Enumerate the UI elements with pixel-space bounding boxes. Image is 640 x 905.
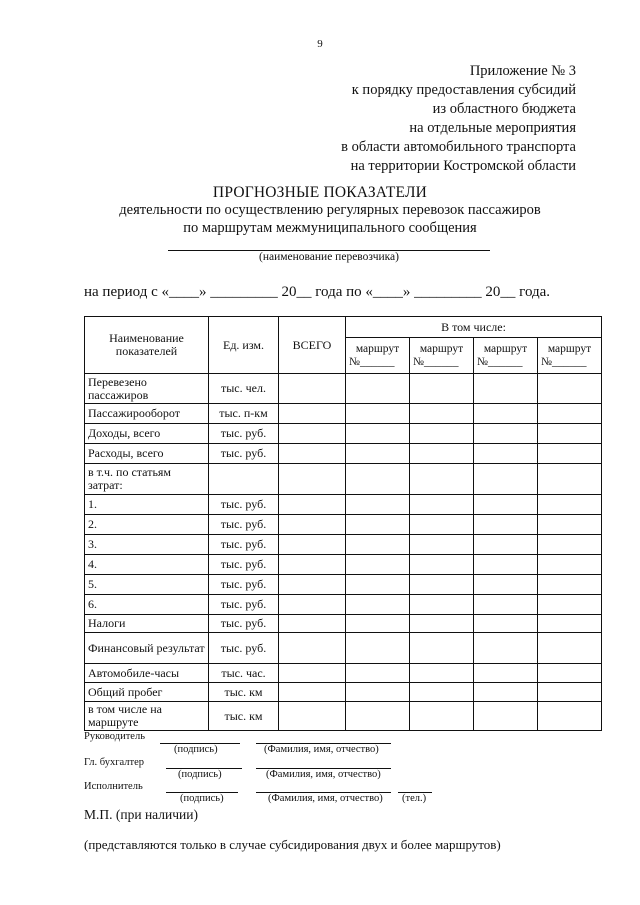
cell-route[interactable] <box>538 444 602 464</box>
table-row <box>85 664 602 683</box>
cell-route[interactable] <box>410 464 474 495</box>
carrier-name-caption: (наименование перевозчика) <box>258 251 399 263</box>
cell-route[interactable] <box>474 664 538 683</box>
header-route <box>474 338 538 374</box>
row-name: Доходы, всего <box>85 424 209 444</box>
cell-route[interactable] <box>474 464 538 495</box>
cell-total[interactable] <box>279 374 346 404</box>
table-row <box>85 683 602 702</box>
cell-route[interactable] <box>538 575 602 595</box>
table-header-row <box>85 317 602 338</box>
cell-total[interactable] <box>279 444 346 464</box>
header-route <box>538 338 602 374</box>
row-name: 1. <box>85 495 209 515</box>
appendix-line: из областного бюджета <box>432 101 576 117</box>
cell-route[interactable] <box>346 664 410 683</box>
appendix-line: к порядку предоставления субсидий <box>351 82 576 98</box>
row-unit: тыс. руб. <box>209 615 279 633</box>
cell-route[interactable] <box>538 683 602 702</box>
header-indicator: Наименование показателей <box>85 317 209 374</box>
cell-route[interactable] <box>538 424 602 444</box>
row-name: Налоги <box>85 615 209 633</box>
document-title: ПРОГНОЗНЫЕ ПОКАЗАТЕЛИ <box>212 184 428 201</box>
executor-phone-caption: (тел.) <box>402 793 427 804</box>
cell-route[interactable] <box>410 424 474 444</box>
route-number: №______ <box>413 355 459 368</box>
cell-route[interactable] <box>538 702 602 731</box>
row-name: 6. <box>85 595 209 615</box>
header-unit: Ед. изм. <box>209 317 279 374</box>
row-unit: тыс. руб. <box>209 633 279 664</box>
accountant-signature-caption: (подпись) <box>178 769 222 780</box>
cell-route[interactable] <box>474 404 538 424</box>
cell-total[interactable] <box>279 615 346 633</box>
footnote: (представляются только в случае субсидирования двух и более маршрутов) <box>84 837 501 852</box>
cell-route[interactable] <box>410 595 474 615</box>
cell-route[interactable] <box>538 633 602 664</box>
cell-route[interactable] <box>538 595 602 615</box>
cell-route[interactable] <box>474 575 538 595</box>
row-unit: тыс. км <box>209 683 279 702</box>
cell-route[interactable] <box>346 575 410 595</box>
appendix-line: на отдельные мероприятия <box>409 120 576 136</box>
row-unit: тыс. руб. <box>209 515 279 535</box>
route-number: №______ <box>477 355 523 368</box>
cell-route[interactable] <box>474 702 538 731</box>
header-including: В том числе: <box>346 317 602 338</box>
indicators-table <box>84 316 602 731</box>
cell-route[interactable] <box>538 555 602 575</box>
cell-route[interactable] <box>410 664 474 683</box>
table-row <box>85 615 602 633</box>
row-name: Пассажирооборот <box>85 404 209 424</box>
table-row <box>85 464 602 495</box>
cell-total[interactable] <box>279 702 346 731</box>
document-subtitle <box>0 201 640 237</box>
cell-total[interactable] <box>279 664 346 683</box>
cell-route[interactable] <box>346 702 410 731</box>
row-name: 5. <box>85 575 209 595</box>
cell-route[interactable] <box>346 535 410 555</box>
cell-route[interactable] <box>474 615 538 633</box>
head-signature-caption: (подпись) <box>174 744 218 755</box>
row-unit: тыс. руб. <box>209 495 279 515</box>
cell-total[interactable] <box>279 595 346 615</box>
cell-route[interactable] <box>346 404 410 424</box>
row-unit: тыс. км <box>209 702 279 731</box>
table-row <box>85 374 602 404</box>
appendix-block <box>300 62 576 176</box>
table-row <box>85 702 602 731</box>
cell-route[interactable] <box>538 495 602 515</box>
cell-route[interactable] <box>410 495 474 515</box>
route-number: №______ <box>349 355 395 368</box>
subtitle-line: по маршрутам межмуниципального сообщения <box>183 220 477 236</box>
row-unit: тыс. п-км <box>209 404 279 424</box>
table-row <box>85 535 602 555</box>
route-label: маршрут <box>419 342 464 355</box>
row-name: 4. <box>85 555 209 575</box>
row-name: Общий пробег <box>85 683 209 702</box>
cell-route[interactable] <box>346 374 410 404</box>
cell-route[interactable] <box>538 615 602 633</box>
cell-route[interactable] <box>474 595 538 615</box>
table-row <box>85 555 602 575</box>
cell-route[interactable] <box>474 683 538 702</box>
table-row <box>85 633 602 664</box>
route-number: №______ <box>541 355 587 368</box>
accountant-name-caption: (Фамилия, имя, отчество) <box>266 769 381 780</box>
executor-name-caption: (Фамилия, имя, отчество) <box>268 793 383 804</box>
appendix-line: на территории Костромской области <box>350 158 576 174</box>
header-total: ВСЕГО <box>279 317 346 374</box>
cell-total[interactable] <box>279 555 346 575</box>
cell-route[interactable] <box>410 404 474 424</box>
cell-total[interactable] <box>279 495 346 515</box>
cell-route[interactable] <box>410 615 474 633</box>
head-label: Руководитель <box>84 731 145 742</box>
cell-route[interactable] <box>538 374 602 404</box>
table-row <box>85 575 602 595</box>
page-number: 9 <box>317 38 323 50</box>
executor-signature-caption: (подпись) <box>180 793 224 804</box>
table-row <box>85 515 602 535</box>
cell-route[interactable] <box>410 374 474 404</box>
table-row <box>85 424 602 444</box>
row-name: Автомобиле-часы <box>85 664 209 683</box>
route-label: маршрут <box>355 342 400 355</box>
route-label: маршрут <box>547 342 592 355</box>
subtitle-line: деятельности по осуществлению регулярных перевозок пассажиров <box>119 202 541 218</box>
row-unit: тыс. руб. <box>209 595 279 615</box>
cell-route[interactable] <box>410 683 474 702</box>
row-unit: тыс. руб. <box>209 444 279 464</box>
cell-route[interactable] <box>410 535 474 555</box>
row-name: в т.ч. по статьям затрат: <box>85 464 209 495</box>
cell-route[interactable] <box>410 515 474 535</box>
cell-total[interactable] <box>279 515 346 535</box>
cell-route[interactable] <box>474 555 538 575</box>
row-unit: тыс. час. <box>209 664 279 683</box>
header-route <box>346 338 410 374</box>
cell-route[interactable] <box>346 515 410 535</box>
row-name: 3. <box>85 535 209 555</box>
cell-route[interactable] <box>346 555 410 575</box>
row-unit: тыс. руб. <box>209 555 279 575</box>
head-name-caption: (Фамилия, имя, отчество) <box>264 744 379 755</box>
cell-route[interactable] <box>346 464 410 495</box>
cell-route[interactable] <box>410 575 474 595</box>
table-row <box>85 595 602 615</box>
cell-total[interactable] <box>279 535 346 555</box>
stamp-place: М.П. (при наличии) <box>84 807 198 822</box>
cell-route[interactable] <box>474 374 538 404</box>
cell-route[interactable] <box>346 633 410 664</box>
cell-total[interactable] <box>279 633 346 664</box>
header-route <box>410 338 474 374</box>
route-label: маршрут <box>483 342 528 355</box>
row-name: в том числе на маршруте <box>85 702 209 731</box>
row-name: 2. <box>85 515 209 535</box>
row-name: Расходы, всего <box>85 444 209 464</box>
cell-route[interactable] <box>346 595 410 615</box>
cell-route[interactable] <box>410 702 474 731</box>
cell-total[interactable] <box>279 575 346 595</box>
cell-route[interactable] <box>346 444 410 464</box>
appendix-line: Приложение № 3 <box>469 63 576 79</box>
cell-route[interactable] <box>346 495 410 515</box>
executor-label: Исполнитель <box>84 781 143 792</box>
cell-route[interactable] <box>474 444 538 464</box>
cell-route[interactable] <box>346 683 410 702</box>
cell-total[interactable] <box>279 424 346 444</box>
cell-route[interactable] <box>538 535 602 555</box>
cell-total[interactable] <box>279 404 346 424</box>
cell-route[interactable] <box>538 464 602 495</box>
cell-route[interactable] <box>474 535 538 555</box>
cell-route[interactable] <box>346 615 410 633</box>
row-unit: тыс. руб. <box>209 575 279 595</box>
cell-route[interactable] <box>474 424 538 444</box>
row-unit <box>209 464 279 495</box>
cell-route[interactable] <box>410 633 474 664</box>
table-row <box>85 404 602 424</box>
table-row <box>85 444 602 464</box>
cell-route[interactable] <box>474 495 538 515</box>
cell-route[interactable] <box>410 555 474 575</box>
cell-route[interactable] <box>538 515 602 535</box>
row-name: Перевезено пассажиров <box>85 374 209 404</box>
accountant-label: Гл. бухгалтер <box>84 757 145 768</box>
table-row <box>85 495 602 515</box>
row-unit: тыс. чел. <box>209 374 279 404</box>
cell-route[interactable] <box>474 633 538 664</box>
cell-route[interactable] <box>410 444 474 464</box>
cell-total[interactable] <box>279 683 346 702</box>
appendix-line: в области автомобильного транспорта <box>341 139 576 155</box>
cell-route[interactable] <box>538 404 602 424</box>
row-unit: тыс. руб. <box>209 535 279 555</box>
cell-route[interactable] <box>474 515 538 535</box>
cell-route[interactable] <box>346 424 410 444</box>
period-line: на период с «____» _________ 20__ года по «____» _________ 20__ года. <box>84 284 551 300</box>
cell-total[interactable] <box>279 464 346 495</box>
row-name: Финансовый результат <box>85 633 209 664</box>
row-unit: тыс. руб. <box>209 424 279 444</box>
cell-route[interactable] <box>538 664 602 683</box>
